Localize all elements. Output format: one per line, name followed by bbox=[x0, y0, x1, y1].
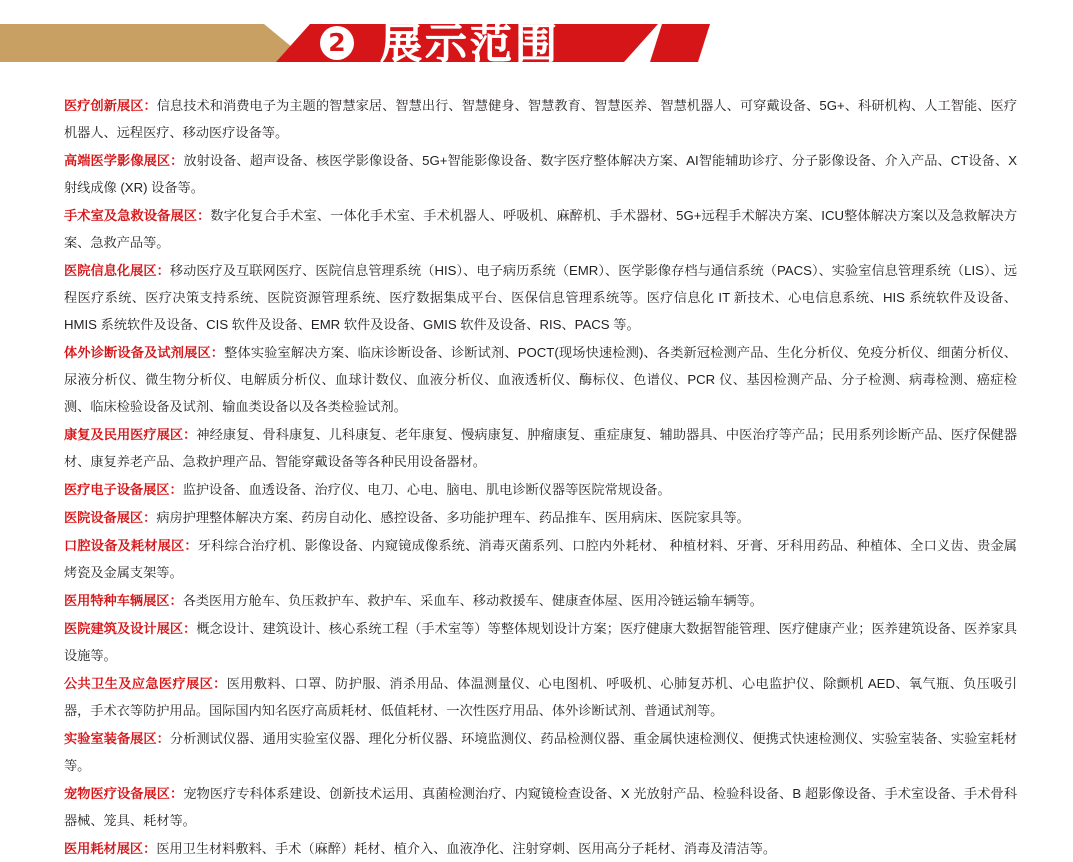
page-title: 展示范围 bbox=[380, 19, 561, 68]
list-item-label: 医疗创新展区： bbox=[64, 98, 157, 113]
list-item-text: 病房护理整体解决方案、药房自动化、感控设备、多功能护理车、药品推车、医用病床、医院家具等。 bbox=[156, 510, 750, 525]
section-banner bbox=[0, 0, 1073, 86]
list-item bbox=[64, 257, 1017, 338]
list-item bbox=[64, 587, 1017, 614]
list-item bbox=[64, 780, 1017, 834]
list-item-label: 医疗电子设备展区： bbox=[64, 482, 183, 497]
list-item-label: 宠物医疗设备展区： bbox=[64, 786, 184, 801]
list-item bbox=[64, 725, 1017, 779]
list-item bbox=[64, 504, 1017, 531]
list-item-text: 数字化复合手术室、一体化手术室、手术机器人、呼吸机、麻醉机、手术器材、5G+远程手术解决方案、ICU整体解决方案以及急救解决方案、急救产品等。 bbox=[64, 208, 1018, 250]
list-item bbox=[64, 615, 1017, 669]
list-item-label: 医用耗材展区： bbox=[64, 841, 157, 856]
list-item-text: 医用敷料、口罩、防护服、消杀用品、体温测量仪、心电图机、呼吸机、心肺复苏机、心电监护仪、除颤机 AED、氧气瓶、负压吸引器，手术衣等防护用品。国际国内知名医疗高质耗材、低值耗材、一次性医疗用品、体外诊断试剂、普通试剂等。 bbox=[64, 676, 1018, 718]
list-item bbox=[64, 202, 1017, 256]
exhibit-scope-list bbox=[0, 86, 1073, 862]
list-item bbox=[64, 421, 1017, 475]
list-item-text: 牙科综合治疗机、影像设备、内窥镜成像系统、消毒灭菌系列、口腔内外耗材、 种植材料、牙膏、牙科用药品、种植体、全口义齿、贵金属烤瓷及金属支架等。 bbox=[64, 538, 1017, 580]
list-item-label: 高端医学影像展区： bbox=[64, 153, 184, 168]
list-item-text: 信息技术和消费电子为主题的智慧家居、智慧出行、智慧健身、智慧教育、智慧医养、智慧机器人、可穿戴设备、5G+、科研机构、人工智能、医疗机器人、远程医疗、移动医疗设备等。 bbox=[64, 98, 1018, 140]
list-item-label: 康复及民用医疗展区： bbox=[64, 427, 197, 442]
banner-gold-stripe bbox=[0, 24, 310, 62]
list-item-text: 宠物医疗专科体系建设、创新技术运用、真菌检测治疗、内窥镜检查设备、X 光放射产品、检验科设备、B 超影像设备、手术室设备、手术骨科器械、笼具、耗材等。 bbox=[64, 786, 1018, 828]
list-item-text: 移动医疗及互联网医疗、医院信息管理系统（HIS）、电子病历系统（EMR）、医学影像存档与通信系统（PACS）、实验室信息管理系统（LIS）、远程医疗系统、医疗决策支持系统、医院资源管理系统、医疗数据集成平台、医保信息管理系统等。医疗信息化 IT 新技术、心电信息系统、HIS 系统软件及设备、HMIS 系统软件及设备、CIS 软件及设备、EMR 软件及设备、GMIS 软件及设备、RIS、PACS 等。 bbox=[64, 263, 1018, 332]
list-item-text: 放射设备、超声设备、核医学影像设备、5G+智能影像设备、数字医疗整体解决方案、AI智能辅助诊疗、分子影像设备、介入产品、CT设备、X射线成像 (XR) 设备等。 bbox=[64, 153, 1018, 195]
list-item bbox=[64, 476, 1017, 503]
list-item-label: 口腔设备及耗材展区： bbox=[64, 538, 198, 553]
list-item bbox=[64, 147, 1017, 201]
list-item-label: 手术室及急救设备展区： bbox=[64, 208, 211, 223]
list-item-label: 公共卫生及应急医疗展区： bbox=[64, 676, 227, 691]
list-item bbox=[64, 670, 1017, 724]
list-item-label: 体外诊断设备及试剂展区： bbox=[64, 345, 225, 360]
list-item-text: 概念设计、建筑设计、核心系统工程（手术室等）等整体规划设计方案；医疗健康大数据智能管理、医疗健康产业；医养建筑设备、医养家具设施等。 bbox=[64, 621, 1018, 663]
list-item-label: 医院建筑及设计展区： bbox=[64, 621, 197, 636]
list-item-text: 各类医用方舱车、负压救护车、救护车、采血车、移动救援车、健康查体屋、医用冷链运输车辆等。 bbox=[182, 593, 763, 608]
list-item-text: 医用卫生材料敷料、手术（麻醉）耗材、植介入、血液净化、注射穿刺、医用高分子耗材、消毒及清洁等。 bbox=[156, 841, 777, 856]
list-item-label: 医院设备展区： bbox=[64, 510, 157, 525]
section-number-badge: 2 bbox=[320, 26, 354, 60]
list-item bbox=[64, 339, 1017, 420]
list-item-label: 医院信息化展区： bbox=[64, 263, 170, 278]
list-item-label: 实验室装备展区： bbox=[64, 731, 170, 746]
list-item bbox=[64, 835, 1017, 862]
list-item bbox=[64, 532, 1017, 586]
banner-red-accent-stripe bbox=[650, 24, 710, 62]
list-item bbox=[64, 92, 1017, 146]
list-item-text: 神经康复、骨科康复、儿科康复、老年康复、慢病康复、肿瘤康复、重症康复、辅助器具、中医治疗等产品；民用系列诊断产品、医疗保健器材、康复养老产品、急救护理产品、智能穿戴设备等各种民用设备器材。 bbox=[64, 427, 1018, 469]
list-item-label: 医用特种车辆展区： bbox=[64, 593, 183, 608]
list-item-text: 整体实验室解决方案、临床诊断设备、诊断试剂、POCT(现场快速检测)、各类新冠检测产品、生化分析仪、免疫分析仪、细菌分析仪、尿液分析仪、微生物分析仪、电解质分析仪、血球计数仪、血液分析仪、血液透析仪、酶标仪、色谱仪、PCR 仪、基因检测产品、分子检测、病毒检测、癌症检测、临床检验设备及试剂、输血类设备以及各类检验试剂。 bbox=[64, 345, 1017, 414]
list-item-text: 分析测试仪器、通用实验室仪器、理化分析仪器、环境监测仪、药品检测仪器、重金属快速检测仪、便携式快速检测仪、实验室装备、实验室耗材等。 bbox=[64, 731, 1018, 773]
list-item-text: 监护设备、血透设备、治疗仪、电刀、心电、脑电、肌电诊断仪器等医院常规设备。 bbox=[182, 482, 671, 497]
